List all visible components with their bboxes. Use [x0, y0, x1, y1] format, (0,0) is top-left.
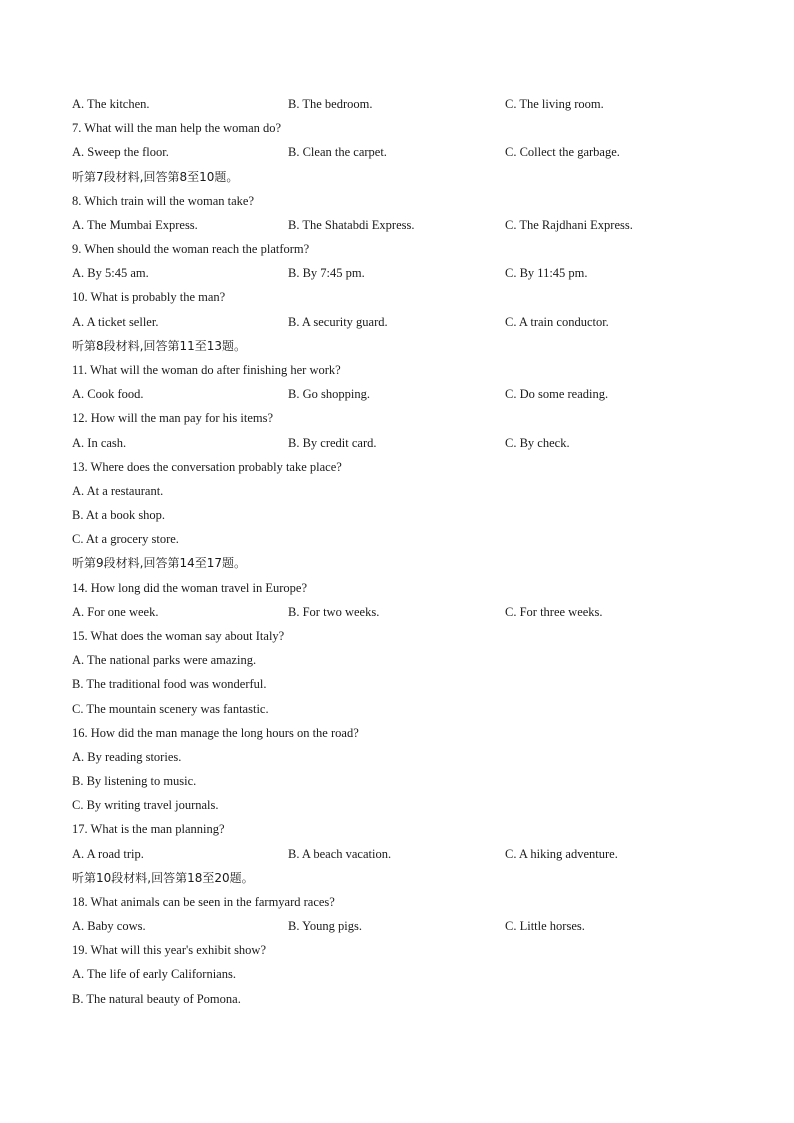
option-b: B. Clean the carpet. — [288, 145, 387, 159]
option-b: B. The bedroom. — [288, 97, 373, 111]
option-a: A. The Mumbai Express. — [72, 218, 198, 232]
option-line: A. The life of early Californians. — [72, 967, 236, 981]
option-b: B. Go shopping. — [288, 387, 370, 401]
option-line: B. The traditional food was wonderful. — [72, 677, 267, 691]
option-c: C. A train conductor. — [505, 315, 609, 329]
option-c: C. Collect the garbage. — [505, 145, 620, 159]
option-c: C. Do some reading. — [505, 387, 609, 401]
option-c: C. The living room. — [505, 97, 604, 111]
question-text: 10. What is probably the man? — [72, 290, 226, 304]
option-c: C. The Rajdhani Express. — [505, 218, 633, 232]
question-text: 12. How will the man pay for his items? — [72, 411, 274, 425]
option-c: C. For three weeks. — [505, 605, 603, 619]
option-line: C. The mountain scenery was fantastic. — [72, 702, 269, 716]
option-b: B. A security guard. — [288, 315, 388, 329]
question-text: 17. What is the man planning? — [72, 822, 225, 836]
question-text: 11. What will the woman do after finishing her work? — [72, 363, 341, 377]
option-b: B. The Shatabdi Express. — [288, 218, 415, 232]
question-text: 15. What does the woman say about Italy? — [72, 629, 285, 643]
option-b: B. For two weeks. — [288, 605, 380, 619]
option-line: B. The natural beauty of Pomona. — [72, 992, 241, 1006]
option-line: A. At a restaurant. — [72, 484, 164, 498]
option-line: C. At a grocery store. — [72, 532, 179, 546]
section-instruction: 听第7段材料,回答第8至10题。 — [72, 170, 239, 184]
option-a: A. Cook food. — [72, 387, 144, 401]
question-text: 18. What animals can be seen in the farmyard races? — [72, 895, 335, 909]
option-line: C. By writing travel journals. — [72, 798, 219, 812]
question-text: 19. What will this year's exhibit show? — [72, 943, 267, 957]
option-a: A. By 5:45 am. — [72, 266, 149, 280]
option-line: A. The national parks were amazing. — [72, 653, 257, 667]
question-text: 9. When should the woman reach the platform? — [72, 242, 310, 256]
option-b: B. By credit card. — [288, 436, 377, 450]
section-instruction: 听第10段材料,回答第18至20题。 — [72, 871, 254, 885]
option-b: B. Young pigs. — [288, 919, 362, 933]
option-b: B. A beach vacation. — [288, 847, 392, 861]
option-a: A. In cash. — [72, 436, 127, 450]
option-a: A. For one week. — [72, 605, 159, 619]
option-c: C. A hiking adventure. — [505, 847, 618, 861]
question-text: 13. Where does the conversation probably take place? — [72, 460, 342, 474]
question-text: 7. What will the man help the woman do? — [72, 121, 282, 135]
option-c: C. By 11:45 pm. — [505, 266, 588, 280]
question-text: 14. How long did the woman travel in Europe? — [72, 581, 308, 595]
option-a: A. A road trip. — [72, 847, 144, 861]
section-instruction: 听第9段材料,回答第14至17题。 — [72, 556, 246, 570]
option-line: B. At a book shop. — [72, 508, 166, 522]
option-a: A. The kitchen. — [72, 97, 150, 111]
option-line: A. By reading stories. — [72, 750, 182, 764]
option-b: B. By 7:45 pm. — [288, 266, 365, 280]
option-line: B. By listening to music. — [72, 774, 197, 788]
option-a: A. Baby cows. — [72, 919, 146, 933]
question-text: 8. Which train will the woman take? — [72, 194, 255, 208]
option-a: A. A ticket seller. — [72, 315, 159, 329]
option-a: A. Sweep the floor. — [72, 145, 169, 159]
question-text: 16. How did the man manage the long hours on the road? — [72, 726, 359, 740]
section-instruction: 听第8段材料,回答第11至13题。 — [72, 339, 246, 353]
option-c: C. By check. — [505, 436, 570, 450]
option-c: C. Little horses. — [505, 919, 585, 933]
